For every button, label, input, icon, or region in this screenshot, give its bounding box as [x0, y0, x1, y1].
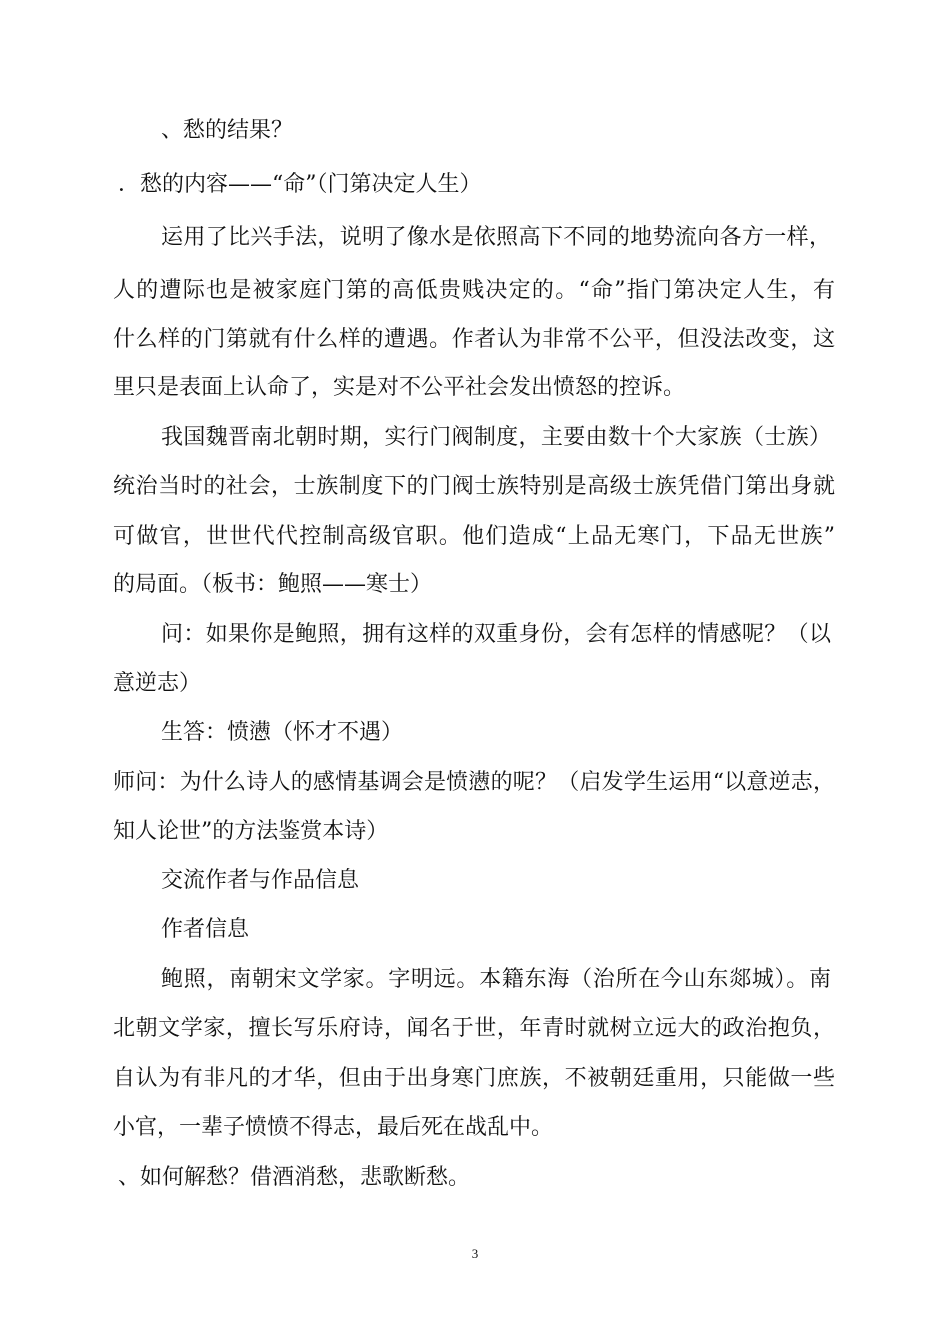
text-line: 人的遭际也是被家庭门第的高低贵贱决定的。“命”指门第决定人生，有 [113, 278, 835, 303]
text-line: 问：如果你是鲍照，拥有这样的双重身份，会有怎样的情感呢？（以 [161, 622, 831, 647]
page-number: 3 [471, 1246, 479, 1261]
text-line: 、愁的结果？ [161, 118, 294, 143]
text-line: 意逆志） [113, 671, 202, 696]
text-line: 可做官，世世代代控制高级官职。他们造成“上品无寒门，下品无世族” [113, 524, 835, 549]
text-line: 鲍照，南朝宋文学家。字明远。本籍东海（治所在今山东郯城）。南 [161, 967, 831, 992]
text-line: 我国魏晋南北朝时期，实行门阀制度，主要由数十个大家族（士族） [161, 425, 831, 450]
text-line: 小官，一辈子愤愤不得志，最后死在战乱中。 [113, 1115, 554, 1140]
text-line: 师问：为什么诗人的感情基调会是愤懑的呢？（启发学生运用“以意逆志， [113, 770, 835, 795]
text-line: 作者信息 [161, 917, 250, 942]
text-line: 什么样的门第就有什么样的遭遇。作者认为非常不公平，但没法改变，这 [113, 327, 835, 352]
text-line: 运用了比兴手法，说明了像水是依照高下不同的地势流向各方一样， [161, 225, 831, 250]
text-line: 统治当时的社会，士族制度下的门阀士族特别是高级士族凭借门第出身就 [113, 474, 835, 499]
text-line: 知人论世”的方法鉴赏本诗） [113, 819, 389, 844]
text-line: 、如何解愁？借酒消愁，悲歌断愁。 [118, 1165, 471, 1190]
text-line: 里只是表面上认命了，实是对不公平社会发出愤怒的控诉。 [113, 375, 686, 400]
text-line: 交流作者与作品信息 [161, 868, 360, 893]
text-line: 的局面。（板书：鲍照——寒士） [113, 572, 433, 597]
text-line: 北朝文学家，擅长写乐府诗，闻名于世，年青时就树立远大的政治抱负， [113, 1016, 835, 1041]
text-line: ．愁的内容——“命”（门第决定人生） [118, 172, 482, 197]
text-line: 自认为有非凡的才华，但由于出身寒门庶族，不被朝廷重用，只能做一些 [113, 1066, 835, 1091]
text-line: 生答：愤懑（怀才不遇） [161, 720, 404, 745]
